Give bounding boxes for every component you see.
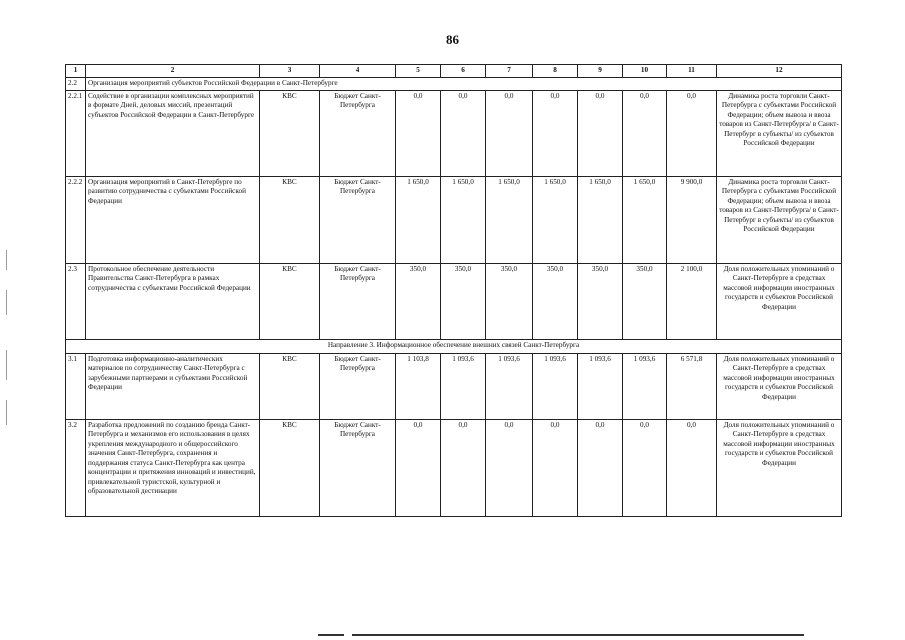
measure-name: Разработка предложений по созданию бренда Санкт-Петербурга и механизмов его использования в целях укрепления международного и общероссийского значения Санкт-Петербурга, сохранения и поддержания статуса Санкт-Петербурга как центра концентрации и притяжения инноваций и инвестиций, привлекательной туристской, культурной и образовательной дестинации bbox=[86, 419, 260, 516]
indicator: Динамика роста торговли Санкт-Петербурга с субъектами Российской Федерации; объем вывоза и ввоза товаров из Санкт-Петербурга/ в Санкт-Петербург в субъекты/ из субъектов Российской Федерации bbox=[717, 176, 842, 263]
table-body bbox=[66, 65, 842, 517]
executor: КВС bbox=[260, 90, 320, 176]
header-cell: 9 bbox=[578, 65, 623, 78]
total-value: 9 900,0 bbox=[667, 176, 717, 263]
footer-rule bbox=[352, 634, 804, 636]
total-value: 0,0 bbox=[667, 419, 717, 516]
total-value: 0,0 bbox=[667, 90, 717, 176]
year-value: 1 650,0 bbox=[578, 176, 623, 263]
header-cell: 8 bbox=[533, 65, 578, 78]
total-value: 6 571,8 bbox=[667, 353, 717, 419]
year-value: 1 650,0 bbox=[396, 176, 441, 263]
year-value: 1 093,6 bbox=[533, 353, 578, 419]
executor: КВС bbox=[260, 353, 320, 419]
year-value: 0,0 bbox=[396, 90, 441, 176]
header-cell: 7 bbox=[486, 65, 533, 78]
year-value: 0,0 bbox=[578, 90, 623, 176]
measure-name: Организация мероприятий в Санкт-Петербурге по развитию сотрудничества с субъектами Российской Федерации bbox=[86, 176, 260, 263]
year-value: 350,0 bbox=[578, 263, 623, 339]
year-value: 0,0 bbox=[578, 419, 623, 516]
year-value: 1 650,0 bbox=[486, 176, 533, 263]
measure-name: Подготовка информационно-аналитических материалов по сотрудничеству Санкт-Петербурга с зарубежными партнерами и субъектами Российской Федерации bbox=[86, 353, 260, 419]
year-value: 0,0 bbox=[441, 419, 486, 516]
table-row bbox=[66, 263, 842, 339]
indicator: Доля положительных упоминаний о Санкт-Петербурге в средствах массовой информации иностранных государств и субъектов Российской Федерации bbox=[717, 263, 842, 339]
table-row bbox=[66, 90, 842, 176]
table-row bbox=[66, 353, 842, 419]
funding-source: Бюджет Санкт-Петербурга bbox=[320, 419, 396, 516]
executor: КВС bbox=[260, 176, 320, 263]
year-value: 1 093,6 bbox=[578, 353, 623, 419]
margin-mark bbox=[6, 290, 7, 315]
funding-source: Бюджет Санкт-Петербурга bbox=[320, 90, 396, 176]
header-row bbox=[66, 65, 842, 78]
header-cell: 5 bbox=[396, 65, 441, 78]
executor: КВС bbox=[260, 263, 320, 339]
funding-source: Бюджет Санкт-Петербурга bbox=[320, 353, 396, 419]
margin-mark bbox=[6, 350, 7, 380]
year-value: 1 103,8 bbox=[396, 353, 441, 419]
section-row bbox=[66, 78, 842, 91]
row-number: 2.2.2 bbox=[66, 176, 86, 263]
year-value: 1 650,0 bbox=[623, 176, 667, 263]
program-table bbox=[65, 64, 842, 517]
row-number: 3.2 bbox=[66, 419, 86, 516]
header-cell: 4 bbox=[320, 65, 396, 78]
year-value: 0,0 bbox=[623, 90, 667, 176]
year-value: 350,0 bbox=[533, 263, 578, 339]
row-number: 3.1 bbox=[66, 353, 86, 419]
margin-mark bbox=[6, 400, 7, 425]
year-value: 1 650,0 bbox=[441, 176, 486, 263]
header-cell: 1 bbox=[66, 65, 86, 78]
header-cell: 2 bbox=[86, 65, 260, 78]
year-value: 0,0 bbox=[486, 90, 533, 176]
funding-source: Бюджет Санкт-Петербурга bbox=[320, 263, 396, 339]
indicator: Динамика роста торговли Санкт-Петербурга с субъектами Российской Федерации; объем вывоза и ввоза товаров из Санкт-Петербурга/ в Санкт-Петербург в субъекты/ из субъектов Российской Федерации bbox=[717, 90, 842, 176]
indicator: Доля положительных упоминаний о Санкт-Петербурге в средствах массовой информации иностранных государств и субъектов Российской Федерации bbox=[717, 353, 842, 419]
margin-mark bbox=[6, 250, 7, 270]
year-value: 0,0 bbox=[533, 90, 578, 176]
measure-name: Протокольное обеспечение деятельности Правительства Санкт-Петербурга в рамках сотрудничества с субъектами Российской Федерации bbox=[86, 263, 260, 339]
funding-source: Бюджет Санкт-Петербурга bbox=[320, 176, 396, 263]
year-value: 1 093,6 bbox=[441, 353, 486, 419]
year-value: 0,0 bbox=[486, 419, 533, 516]
year-value: 350,0 bbox=[623, 263, 667, 339]
year-value: 1 650,0 bbox=[533, 176, 578, 263]
table-row bbox=[66, 419, 842, 516]
row-number: 2.2.1 bbox=[66, 90, 86, 176]
header-cell: 10 bbox=[623, 65, 667, 78]
year-value: 350,0 bbox=[396, 263, 441, 339]
year-value: 350,0 bbox=[486, 263, 533, 339]
year-value: 0,0 bbox=[396, 419, 441, 516]
table-row bbox=[66, 176, 842, 263]
year-value: 350,0 bbox=[441, 263, 486, 339]
direction-title: Направление 3. Информационное обеспечение внешних связей Санкт-Петербурга bbox=[66, 339, 842, 353]
year-value: 0,0 bbox=[441, 90, 486, 176]
header-cell: 11 bbox=[667, 65, 717, 78]
year-value: 1 093,6 bbox=[486, 353, 533, 419]
year-value: 0,0 bbox=[623, 419, 667, 516]
row-number: 2.3 bbox=[66, 263, 86, 339]
direction-row bbox=[66, 339, 842, 353]
scan-margin-marks bbox=[6, 250, 7, 430]
indicator: Доля положительных упоминаний о Санкт-Петербурге в средствах массовой информации иностранных государств и субъектов Российской Федерации bbox=[717, 419, 842, 516]
header-cell: 12 bbox=[717, 65, 842, 78]
measure-name: Содействие в организации комплексных мероприятий в формате Дней, деловых миссий, презентаций субъектов Российской Федерации в Санкт-Петербурге bbox=[86, 90, 260, 176]
section-title: Организация мероприятий субъектов Российской Федерации в Санкт-Петербурге bbox=[86, 78, 842, 91]
section-number: 2.2 bbox=[66, 78, 86, 91]
header-cell: 3 bbox=[260, 65, 320, 78]
year-value: 0,0 bbox=[533, 419, 578, 516]
year-value: 1 093,6 bbox=[623, 353, 667, 419]
executor: КВС bbox=[260, 419, 320, 516]
page-number: 86 bbox=[446, 32, 459, 47]
total-value: 2 100,0 bbox=[667, 263, 717, 339]
footer-rule bbox=[318, 634, 344, 636]
header-cell: 6 bbox=[441, 65, 486, 78]
